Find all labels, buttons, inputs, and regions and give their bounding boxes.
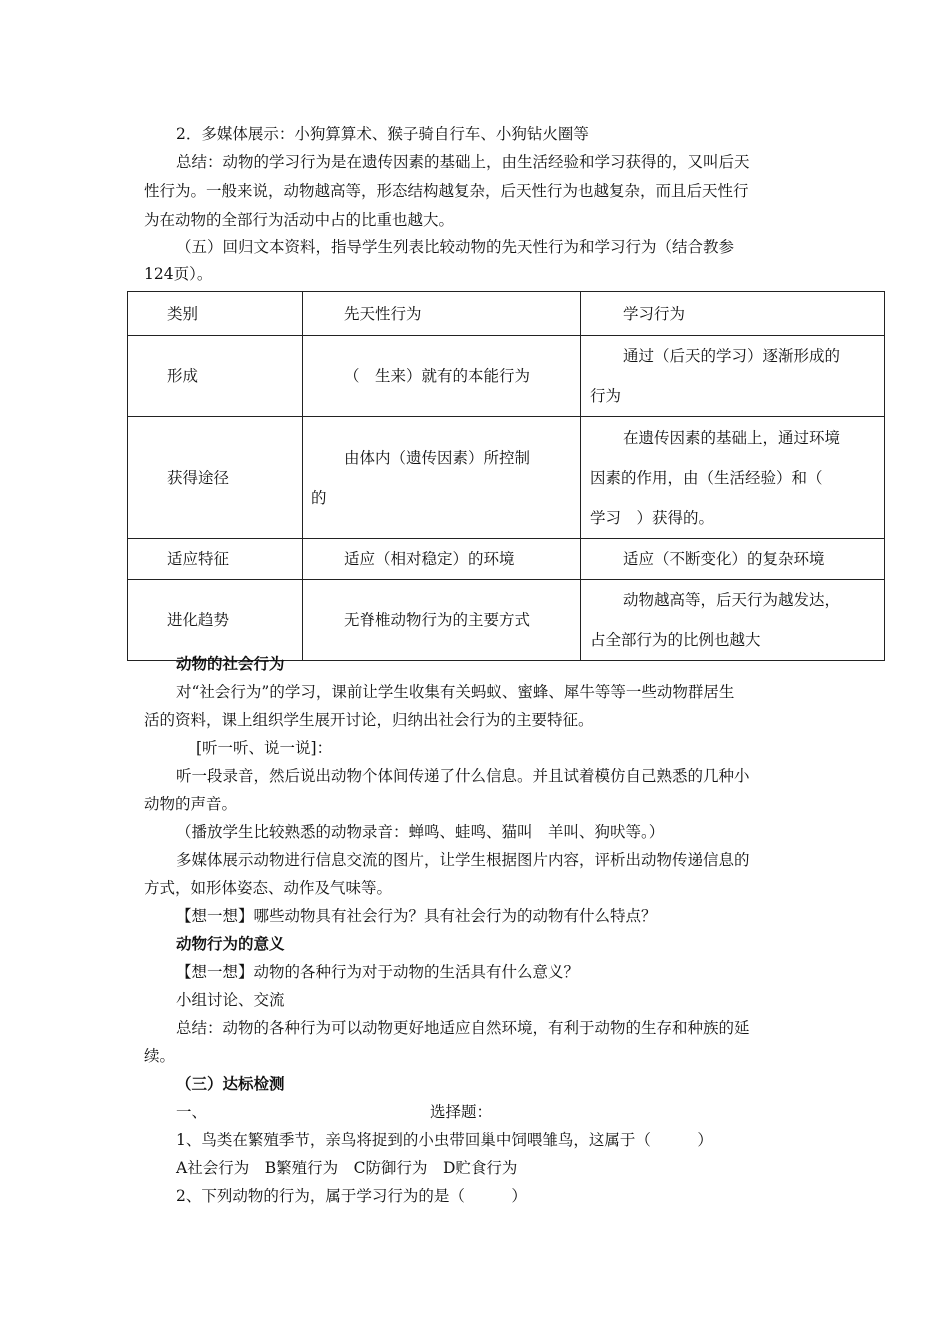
text-line: （播放学生比较熟悉的动物录音：蝉鸣、蛙鸣、猫叫 羊叫、狗吠等。） xyxy=(176,823,665,841)
question-2: 2、下列动物的行为，属于学习行为的是（ ） xyxy=(176,1187,527,1205)
text-line: 多媒体展示动物进行信息交流的图片，让学生根据图片内容，评析出动物传递信息的 xyxy=(176,851,750,869)
text-line: 总结：动物的学习行为是在遗传因素的基础上，由生活经验和学习获得的，又叫后天 xyxy=(176,153,750,171)
section-title: 选择题： xyxy=(430,1103,493,1121)
table-header-cell: 学习行为 xyxy=(581,292,885,336)
innate-cell: 由体内（遗传因素）所控制 的 xyxy=(303,417,581,539)
text-line: 性行为。一般来说，动物越高等，形态结构越复杂，后天性行为也越复杂，而且后天性行 xyxy=(144,182,749,200)
text-line: 为在动物的全部行为活动中占的比重也越大。 xyxy=(144,211,455,229)
text-line: 总结：动物的各种行为可以动物更好地适应自然环境，有利于动物的生存和种族的延 xyxy=(176,1019,750,1037)
learned-cell: 在遗传因素的基础上，通过环境 因素的作用，由（生活经验）和（ 学习 ）获得的。 xyxy=(581,417,885,539)
learned-cell: 通过（后天的学习）逐渐形成的 行为 xyxy=(581,336,885,417)
text-line: 活的资料，课上组织学生展开讨论，归纳出社会行为的主要特征。 xyxy=(144,711,594,729)
text-line: 124页）。 xyxy=(144,265,213,283)
question-1-options: A社会行为 B繁殖行为 C防御行为 D贮食行为 xyxy=(176,1159,518,1177)
text-line: （五）回归文本资料，指导学生列表比较动物的先天性行为和学习行为（结合教参 xyxy=(176,238,735,256)
text-line: 对“社会行为”的学习，课前让学生收集有关蚂蚁、蜜蜂、犀牛等等一些动物群居生 xyxy=(176,683,735,701)
comparison-table xyxy=(127,291,885,661)
section-heading: 动物的社会行为 xyxy=(176,655,285,673)
innate-cell: （ 生来）就有的本能行为 xyxy=(303,336,581,417)
innate-cell: 适应（相对稳定）的环境 xyxy=(303,539,581,580)
text-line: [听一听、说一说]： xyxy=(196,739,333,757)
row-label: 形成 xyxy=(128,336,303,417)
text-line: 听一段录音，然后说出动物个体间传递了什么信息。并且试着模仿自己熟悉的几种小 xyxy=(176,767,750,785)
question-1: 1、鸟类在繁殖季节，亲鸟将捉到的小虫带回巢中饲喂雏鸟，这属于（ ） xyxy=(176,1131,713,1149)
row-label: 进化趋势 xyxy=(128,580,303,661)
text-line: 小组讨论、交流 xyxy=(176,991,285,1009)
section-number: 一、 xyxy=(176,1103,208,1121)
table-row xyxy=(128,539,885,580)
table-header-row xyxy=(128,292,885,336)
table-header-cell: 先天性行为 xyxy=(303,292,581,336)
innate-cell: 无脊椎动物行为的主要方式 xyxy=(303,580,581,661)
text-line: 动物的声音。 xyxy=(144,795,238,813)
section-heading: （三）达标检测 xyxy=(176,1075,285,1093)
text-line: 方式，如形体姿态、动作及气味等。 xyxy=(144,879,393,897)
row-label: 获得途径 xyxy=(128,417,303,539)
text-line: 【想一想】哪些动物具有社会行为？具有社会行为的动物有什么特点？ xyxy=(176,907,657,925)
table-row xyxy=(128,336,885,417)
learned-cell: 适应（不断变化）的复杂环境 xyxy=(581,539,885,580)
text-line: 2．多媒体展示：小狗算算术、猴子骑自行车、小狗钻火圈等 xyxy=(176,125,589,143)
table-row xyxy=(128,580,885,661)
section-heading: 动物行为的意义 xyxy=(176,935,285,953)
learned-cell: 动物越高等，后天行为越发达， 占全部行为的比例也越大 xyxy=(581,580,885,661)
table-header-cell: 类别 xyxy=(128,292,303,336)
row-label: 适应特征 xyxy=(128,539,303,580)
table-row xyxy=(128,417,885,539)
text-line: 【想一想】动物的各种行为对于动物的生活具有什么意义？ xyxy=(176,963,580,981)
text-line: 续。 xyxy=(144,1047,176,1065)
